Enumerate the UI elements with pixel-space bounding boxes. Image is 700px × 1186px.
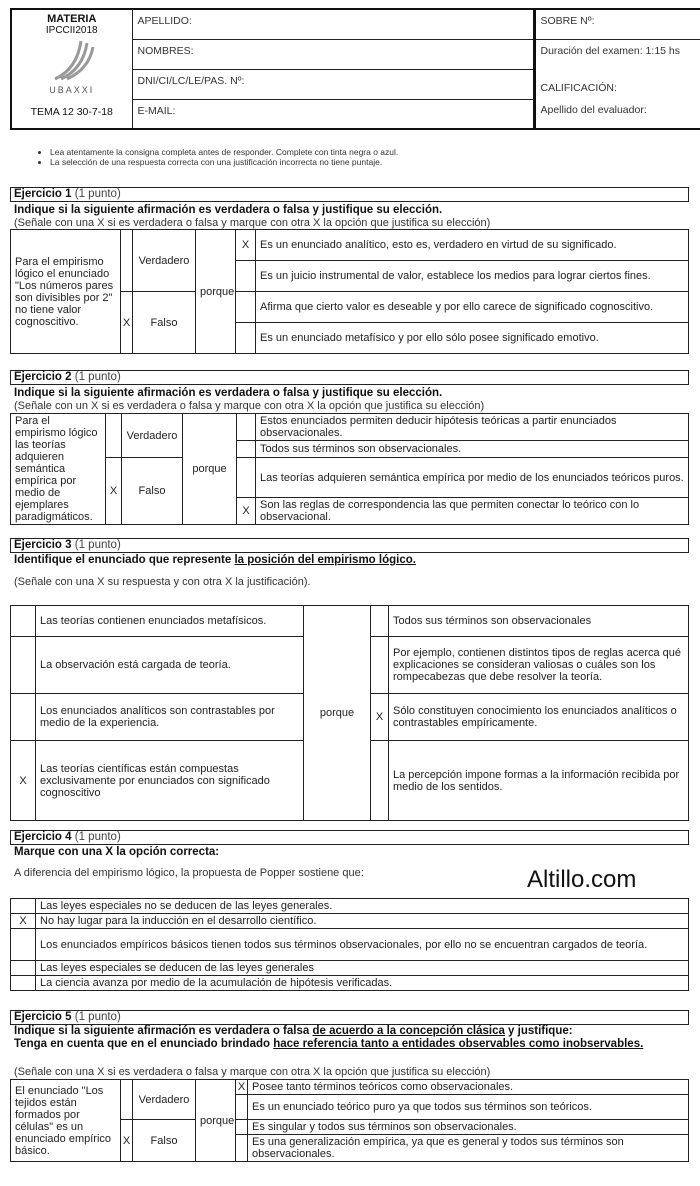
option-text: Todos sus términos son observacionales. bbox=[256, 441, 689, 458]
ej2-title: Ejercicio 2 bbox=[14, 371, 72, 383]
true-label: Verdadero bbox=[122, 414, 183, 458]
header-table bbox=[10, 8, 700, 130]
table-row bbox=[11, 976, 689, 991]
nombres-field[interactable]: NOMBRES: bbox=[132, 39, 534, 69]
ej2-points: (1 punto) bbox=[74, 371, 121, 383]
option-text: Posee tanto términos teóricos como observacionales. bbox=[248, 1080, 689, 1095]
ej2-table-wrap bbox=[10, 413, 689, 525]
true-mark-box[interactable] bbox=[121, 1080, 133, 1120]
option-text: La ciencia avanza por medio de la acumulación de hipótesis verificadas. bbox=[36, 976, 689, 991]
option-text: Las teorías adquieren semántica empírica por medio de los enunciados teóricos puros. bbox=[256, 458, 689, 498]
table-row bbox=[11, 1080, 689, 1095]
ej3-hint: (Señale con una X su respuesta y con otra X la justificación). bbox=[14, 576, 311, 588]
right-option-text: Sólo constituyen conocimiento los enunciados analíticos o contrastables empíricamente. bbox=[389, 694, 689, 741]
option-mark-box[interactable] bbox=[237, 458, 256, 498]
option-mark-box[interactable] bbox=[11, 976, 36, 991]
right-mark-box[interactable] bbox=[371, 637, 389, 694]
subject-code: IPCCII2018 bbox=[45, 25, 98, 36]
ej5-title: Ejercicio 5 bbox=[14, 1011, 72, 1023]
porque-label: porque bbox=[196, 1080, 236, 1162]
instruction-item: • Lea atentamente la consigna completa antes de responder. Complete con tinta negra o azul. bbox=[50, 147, 398, 157]
ej1-table-wrap bbox=[10, 229, 689, 354]
ej3-header bbox=[10, 538, 689, 553]
right-option-text: La percepción impone formas a la información recibida por medio de los sentidos. bbox=[389, 741, 689, 821]
option-text: Los enunciados empíricos básicos tienen todos sus términos observacionales, por ello no se encuentran cargados de teoría. bbox=[36, 929, 689, 961]
table-row bbox=[11, 961, 689, 976]
statement-cell: Para el empirismo lógico el enunciado "Los números pares son divisibles por 2" no tiene valor cognoscitivo. bbox=[11, 230, 121, 354]
ej1-hint: (Señale con una X si es verdadera o falsa y marque con otra X la opción que justifica su elección) bbox=[14, 217, 491, 229]
option-mark-box[interactable] bbox=[237, 441, 256, 458]
ej5-prompt bbox=[14, 1025, 573, 1038]
instructions-list bbox=[38, 147, 398, 167]
option-text: Son las reglas de correspondencia las que permiten conectar lo teórico con lo observacional. bbox=[256, 498, 689, 525]
ej5-points: (1 punto) bbox=[74, 1011, 121, 1023]
right-option-text: Todos sus términos son observacionales bbox=[389, 606, 689, 637]
ej3-points: (1 punto) bbox=[74, 539, 121, 551]
ej2-table bbox=[10, 413, 689, 525]
option-mark-box[interactable]: X bbox=[11, 914, 36, 929]
ej3-prompt bbox=[14, 554, 416, 567]
option-mark-box[interactable]: X bbox=[236, 1080, 248, 1095]
watermark: Altillo.com bbox=[527, 866, 637, 893]
option-text: Es una generalización empírica, ya que es general y todos sus términos son observacionales. bbox=[248, 1135, 689, 1162]
false-mark-box[interactable]: X bbox=[106, 458, 122, 525]
ej3-title: Ejercicio 3 bbox=[14, 539, 72, 551]
ej3-prompt-b: la posición del empirismo lógico. bbox=[234, 554, 416, 566]
false-label: Falso bbox=[133, 1120, 196, 1162]
ej1-title: Ejercicio 1 bbox=[14, 188, 72, 200]
ej4-table bbox=[10, 898, 689, 991]
left-option-text: Las teorías científicas están compuestas exclusivamente por enunciados con significado cognoscitivo bbox=[36, 741, 304, 821]
option-mark-box[interactable]: X bbox=[237, 498, 256, 525]
table-row bbox=[11, 899, 689, 914]
option-mark-box[interactable] bbox=[11, 961, 36, 976]
ej4-header bbox=[10, 830, 689, 845]
sobre-field[interactable]: SOBRE Nº: bbox=[534, 9, 700, 39]
option-mark-box[interactable] bbox=[237, 414, 256, 441]
ej5-note bbox=[14, 1038, 686, 1051]
ej4-intro: A diferencia del empirismo lógico, la propuesta de Popper sostiene que: bbox=[14, 867, 364, 879]
true-label: Verdadero bbox=[133, 1080, 196, 1120]
table-row bbox=[11, 914, 689, 929]
table-row bbox=[11, 458, 689, 498]
true-mark-box[interactable] bbox=[121, 230, 133, 292]
false-label: Falso bbox=[122, 458, 183, 525]
option-mark-box[interactable] bbox=[236, 1135, 248, 1162]
ej3-prompt-a: Identifique el enunciado que represente bbox=[14, 554, 235, 566]
logo-text: UBAXXI bbox=[49, 85, 95, 95]
ej5-prompt-e: hace referencia tanto a entidades observables como inobservables. bbox=[273, 1038, 644, 1050]
ubaxxi-logo-icon bbox=[47, 39, 97, 81]
ej5-table-wrap bbox=[10, 1079, 689, 1162]
option-mark-box[interactable] bbox=[236, 1120, 248, 1135]
apellido-field[interactable]: APELLIDO: bbox=[132, 9, 534, 39]
ej5-prompt-d: Tenga en cuenta que en el enunciado brindado bbox=[14, 1038, 274, 1050]
evaluador-field[interactable]: Apellido del evaluador: bbox=[534, 99, 700, 129]
ej5-prompt-b: de acuerdo a la concepción clásica bbox=[312, 1025, 505, 1037]
ej2-hint: (Señale con un X si es verdadera o falsa y marque con otra X la opción que justifica su elección) bbox=[14, 400, 485, 412]
false-mark-box[interactable]: X bbox=[121, 1120, 133, 1162]
option-text: No hay lugar para la inducción en el desarrollo científico. bbox=[36, 914, 689, 929]
porque-label: porque bbox=[196, 230, 236, 354]
ej5-prompt-c: y justifique: bbox=[504, 1025, 573, 1037]
statement-cell: El enunciado "Los tejidos están formados por células" es un enunciado empírico básico. bbox=[11, 1080, 121, 1162]
option-text: Es un juicio instrumental de valor, establece los medios para lograr ciertos fines. bbox=[256, 261, 689, 292]
option-mark-box[interactable] bbox=[11, 899, 36, 914]
calificacion-field[interactable]: CALIFICACIÓN: bbox=[534, 69, 700, 99]
option-text: Es un enunciado analítico, esto es, verdadero en virtud de su significado. bbox=[256, 230, 689, 261]
ej3-table bbox=[10, 605, 689, 821]
tema-label: TEMA 12 30-7-18 bbox=[30, 106, 113, 118]
option-mark-box[interactable]: X bbox=[236, 230, 256, 261]
left-option-text: La observación está cargada de teoría. bbox=[36, 637, 304, 694]
dni-field[interactable]: DNI/CI/LC/LE/PAS. Nº: bbox=[132, 69, 534, 99]
left-mark-box[interactable] bbox=[11, 694, 36, 741]
ej5-header bbox=[10, 1010, 689, 1025]
option-text: Es un enunciado teórico puro ya que todos sus términos son teóricos. bbox=[248, 1095, 689, 1120]
option-mark-box[interactable] bbox=[11, 929, 36, 961]
option-mark-box[interactable] bbox=[236, 1095, 248, 1120]
left-mark-box[interactable] bbox=[11, 637, 36, 694]
ej4-prompt: Marque con una X la opción correcta: bbox=[14, 846, 220, 858]
table-row bbox=[11, 230, 689, 261]
left-option-text: Las teorías contienen enunciados metafísicos. bbox=[36, 606, 304, 637]
right-mark-box[interactable] bbox=[371, 606, 389, 637]
ej4-points: (1 punto) bbox=[74, 831, 121, 843]
ej5-table bbox=[10, 1079, 689, 1162]
right-option-text: Por ejemplo, contienen distintos tipos de reglas acerca qué explicaciones se consideran valiosas o cuáles son los rompecabezas que debe resolver la teoría. bbox=[389, 637, 689, 694]
statement-cell: Para el empirismo lógico las teorías adquieren semántica empírica por medio de ejemplares paradigmáticos. bbox=[11, 414, 106, 525]
option-text: Las leyes especiales no se deducen de las leyes generales. bbox=[36, 899, 689, 914]
ej2-header bbox=[10, 370, 689, 385]
ej5-prompt-a: Indique si la siguiente afirmación es verdadera o falsa bbox=[14, 1025, 313, 1037]
left-mark-box[interactable]: X bbox=[11, 741, 36, 821]
duration-label: Duración del examen: 1:15 hs bbox=[534, 39, 700, 69]
ej2-prompt: Indique si la siguiente afirmación es verdadera o falsa y justifique su elección. bbox=[14, 387, 443, 399]
option-mark-box[interactable] bbox=[236, 292, 256, 323]
porque-label: porque bbox=[304, 606, 371, 821]
ej1-header bbox=[10, 187, 689, 202]
option-text: Afirma que cierto valor es deseable y por ello carece de significado cognoscitivo. bbox=[256, 292, 689, 323]
subject-cell bbox=[11, 9, 132, 129]
false-mark-box[interactable]: X bbox=[121, 292, 133, 354]
instruction-item: • La selección de una respuesta correcta con una justificación incorrecta no tiene puntaje. bbox=[50, 157, 398, 167]
option-text: Las leyes especiales se deducen de las leyes generales bbox=[36, 961, 689, 976]
false-label: Falso bbox=[133, 292, 196, 354]
right-mark-box[interactable] bbox=[371, 741, 389, 821]
ej1-table bbox=[10, 229, 689, 354]
table-row bbox=[11, 606, 689, 637]
porque-label: porque bbox=[183, 414, 237, 525]
true-label: Verdadero bbox=[133, 230, 196, 292]
table-row bbox=[11, 929, 689, 961]
left-mark-box[interactable] bbox=[11, 606, 36, 637]
true-mark-box[interactable] bbox=[106, 414, 122, 458]
right-mark-box[interactable]: X bbox=[371, 694, 389, 741]
table-row bbox=[11, 414, 689, 441]
option-text: Estos enunciados permiten deducir hipótesis teóricas a partir enunciados observacionales. bbox=[256, 414, 689, 441]
option-mark-box[interactable] bbox=[236, 323, 256, 354]
left-option-text: Los enunciados analíticos son contrastables por medio de la experiencia. bbox=[36, 694, 304, 741]
ej4-title: Ejercicio 4 bbox=[14, 831, 72, 843]
ej1-prompt: Indique si la siguiente afirmación es verdadera o falsa y justifique su elección. bbox=[14, 204, 443, 216]
option-text: Es un enunciado metafísico y por ello sólo posee significado emotivo. bbox=[256, 323, 689, 354]
subject-label: MATERIA bbox=[47, 13, 97, 25]
email-field[interactable]: E-MAIL: bbox=[132, 99, 534, 129]
option-text: Es singular y todos sus términos son observacionales. bbox=[248, 1120, 689, 1135]
option-mark-box[interactable] bbox=[236, 261, 256, 292]
ej5-hint: (Señale con una X si es verdadera o falsa y marque con otra X la opción que justifica su elección) bbox=[14, 1066, 491, 1078]
ej1-points: (1 punto) bbox=[74, 188, 121, 200]
